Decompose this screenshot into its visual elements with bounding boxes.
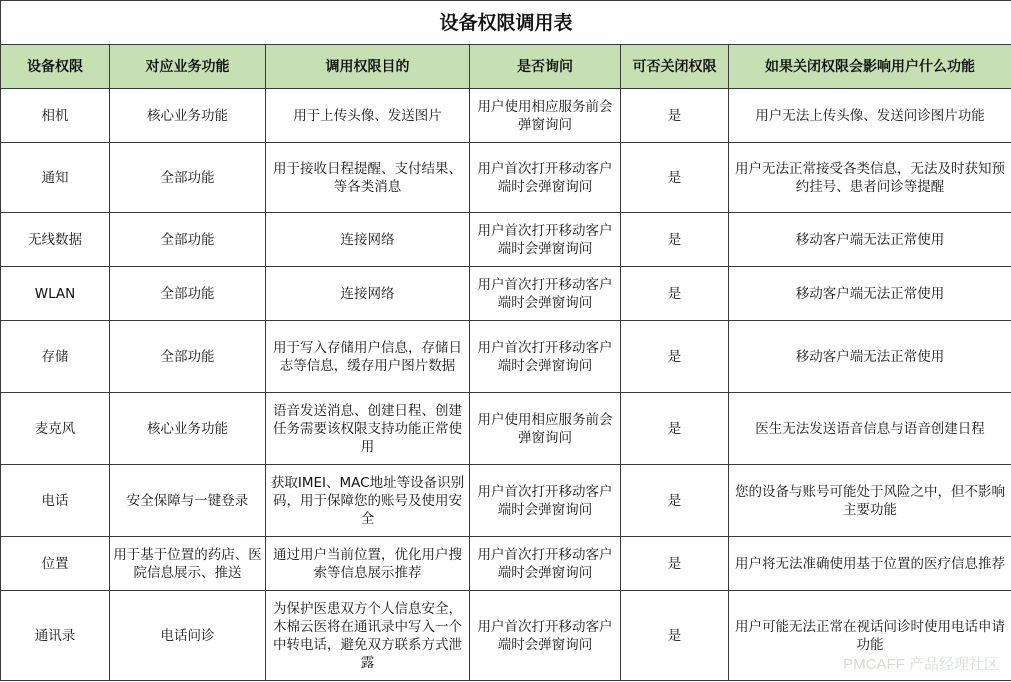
table-cell: 是 — [621, 321, 729, 393]
table-cell: 用户将无法准确使用基于位置的医疗信息推荐 — [729, 537, 1011, 591]
table-cell: 用户无法正常接受各类信息，无法及时获知预约挂号、患者问诊等提醒 — [729, 143, 1011, 213]
column-header: 调用权限目的 — [266, 45, 470, 89]
table-title: 设备权限调用表 — [1, 1, 1011, 45]
table-row — [1, 537, 1011, 591]
table-cell: 核心业务功能 — [110, 393, 266, 465]
table-cell: 用户使用相应服务前会弹窗询问 — [470, 89, 621, 143]
table-cell: 用户可能无法正常在视话问诊时使用电话申请功能 — [729, 591, 1011, 681]
table-cell: 相机 — [1, 89, 110, 143]
table-cell: 语音发送消息、创建日程、创建任务需要该权限支持功能正常使用 — [266, 393, 470, 465]
table-cell: 位置 — [1, 537, 110, 591]
table-row — [1, 321, 1011, 393]
table-cell: 是 — [621, 267, 729, 321]
table-cell: 用户首次打开移动客户端时会弹窗询问 — [470, 591, 621, 681]
table-cell: 用户首次打开移动客户端时会弹窗询问 — [470, 321, 621, 393]
table-cell: 全部功能 — [110, 213, 266, 267]
table-row — [1, 143, 1011, 213]
table-cell: 连接网络 — [266, 267, 470, 321]
table-cell: 是 — [621, 89, 729, 143]
table-cell: 移动客户端无法正常使用 — [729, 321, 1011, 393]
table-cell: 获取IMEI、MAC地址等设备识别码，用于保障您的账号及使用安全 — [266, 465, 470, 537]
table-cell: 存储 — [1, 321, 110, 393]
table-cell: 全部功能 — [110, 143, 266, 213]
table-cell: 用于上传头像、发送图片 — [266, 89, 470, 143]
table-cell: 是 — [621, 213, 729, 267]
watermark: PMCAFF 产品经理社区 — [843, 656, 999, 673]
table-cell: 是 — [621, 537, 729, 591]
table-cell: 电话 — [1, 465, 110, 537]
table-cell: 用户首次打开移动客户端时会弹窗询问 — [470, 465, 621, 537]
column-header: 是否询问 — [470, 45, 621, 89]
column-header: 对应业务功能 — [110, 45, 266, 89]
table-cell: 通知 — [1, 143, 110, 213]
table-cell: 用户首次打开移动客户端时会弹窗询问 — [470, 537, 621, 591]
table-cell: 用户首次打开移动客户端时会弹窗询问 — [470, 267, 621, 321]
table-cell: 用户无法上传头像、发送问诊图片功能 — [729, 89, 1011, 143]
table-row — [1, 393, 1011, 465]
table-cell: 通过用户当前位置，优化用户搜索等信息展示推荐 — [266, 537, 470, 591]
column-header: 设备权限 — [1, 45, 110, 89]
table-cell: 是 — [621, 591, 729, 681]
table-cell: 移动客户端无法正常使用 — [729, 213, 1011, 267]
table-cell: 安全保障与一键登录 — [110, 465, 266, 537]
table-cell: 用于写入存储用户信息，存储日志等信息，缓存用户图片数据 — [266, 321, 470, 393]
table-cell: 麦克风 — [1, 393, 110, 465]
table-cell: 您的设备与账号可能处于风险之中，但不影响主要功能 — [729, 465, 1011, 537]
table-cell: 无线数据 — [1, 213, 110, 267]
table-cell: 通讯录 — [1, 591, 110, 681]
table-cell: 是 — [621, 393, 729, 465]
table-cell: 用户使用相应服务前会弹窗询问 — [470, 393, 621, 465]
table-cell: 用于基于位置的药店、医院信息展示、推送 — [110, 537, 266, 591]
table-cell: 全部功能 — [110, 321, 266, 393]
table-cell: 是 — [621, 465, 729, 537]
table-cell: 医生无法发送语音信息与语音创建日程 — [729, 393, 1011, 465]
table-cell: 为保护医患双方个人信息安全，木棉云医将在通讯录中写入一个中转电话，避免双方联系方式泄露 — [266, 591, 470, 681]
table-cell: 移动客户端无法正常使用 — [729, 267, 1011, 321]
table-cell: 用户首次打开移动客户端时会弹窗询问 — [470, 143, 621, 213]
table-cell: 核心业务功能 — [110, 89, 266, 143]
table-cell: 用户首次打开移动客户端时会弹窗询问 — [470, 213, 621, 267]
table-cell: 连接网络 — [266, 213, 470, 267]
table-cell: WLAN — [1, 267, 110, 321]
table-cell: 用于接收日程提醒、支付结果、等各类消息 — [266, 143, 470, 213]
table-cell: 全部功能 — [110, 267, 266, 321]
table-row — [1, 89, 1011, 143]
table-cell: 电话问诊 — [110, 591, 266, 681]
column-header: 可否关闭权限 — [621, 45, 729, 89]
table-cell: 是 — [621, 143, 729, 213]
table-row — [1, 267, 1011, 321]
table-row — [1, 213, 1011, 267]
column-header: 如果关闭权限会影响用户什么功能 — [729, 45, 1011, 89]
table-row — [1, 465, 1011, 537]
